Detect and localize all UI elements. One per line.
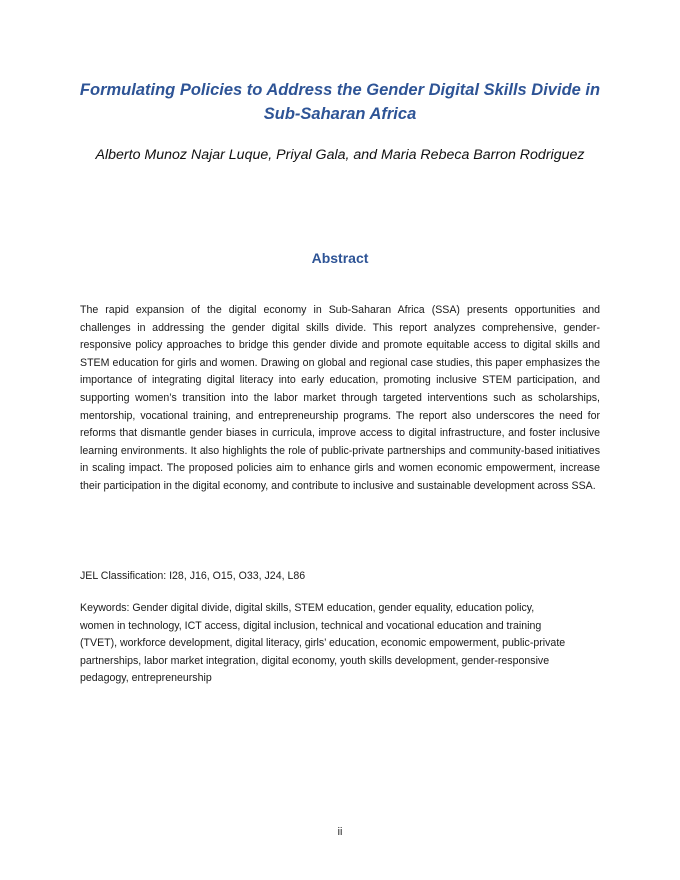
author-list: Alberto Munoz Najar Luque, Priyal Gala, and Maria Rebeca Barron Rodriguez xyxy=(95,147,585,163)
document-title: Formulating Policies to Address the Gender Digital Skills Divide in Sub-Saharan Africa xyxy=(79,81,601,123)
jel-classification: JEL Classification: I28, J16, O15, O33, J24, L86 xyxy=(80,570,306,582)
page-number: ii xyxy=(337,826,343,838)
abstract-paragraph: The rapid expansion of the digital economy in Sub-Saharan Africa (SSA) presents opportunities and challenges in addressing the gender digital skills divide. This report analyzes comprehensive, gender-responsive policy approaches to bridge this gender divide and promote equitable access to digital skills and STEM education for girls and women. Drawing on global and regional case studies, this paper emphasizes the importance of integrating digital literacy into early education, promoting inclusive STEM participation, and supporting women’s transition into the labor market through targeted interventions such as scholarships, mentorship, vocational training, and entrepreneurship programs. The report also underscores the need for reforms that dismantle gender biases in curricula, improve access to digital infrastructure, and foster inclusive learning environments. It also highlights the role of public-private partnerships and community-based initiatives in scaling impact. The proposed policies aim to enhance girls and women economic empowerment, increase their participation in the digital economy, and contribute to inclusive and sustainable development across SSA. xyxy=(80,304,600,492)
keywords-paragraph: Keywords: Gender digital divide, digital skills, STEM education, gender equality, education policy, women in technology, ICT access, digital inclusion, technical and vocational education and training (TVET), workforce development, digital literacy, girls’ education, economic empowerment, public-private partnerships, labor market integration, digital economy, youth skills development, gender-responsive pedagogy, entrepreneurship xyxy=(80,602,566,685)
abstract-heading: Abstract xyxy=(311,250,369,266)
